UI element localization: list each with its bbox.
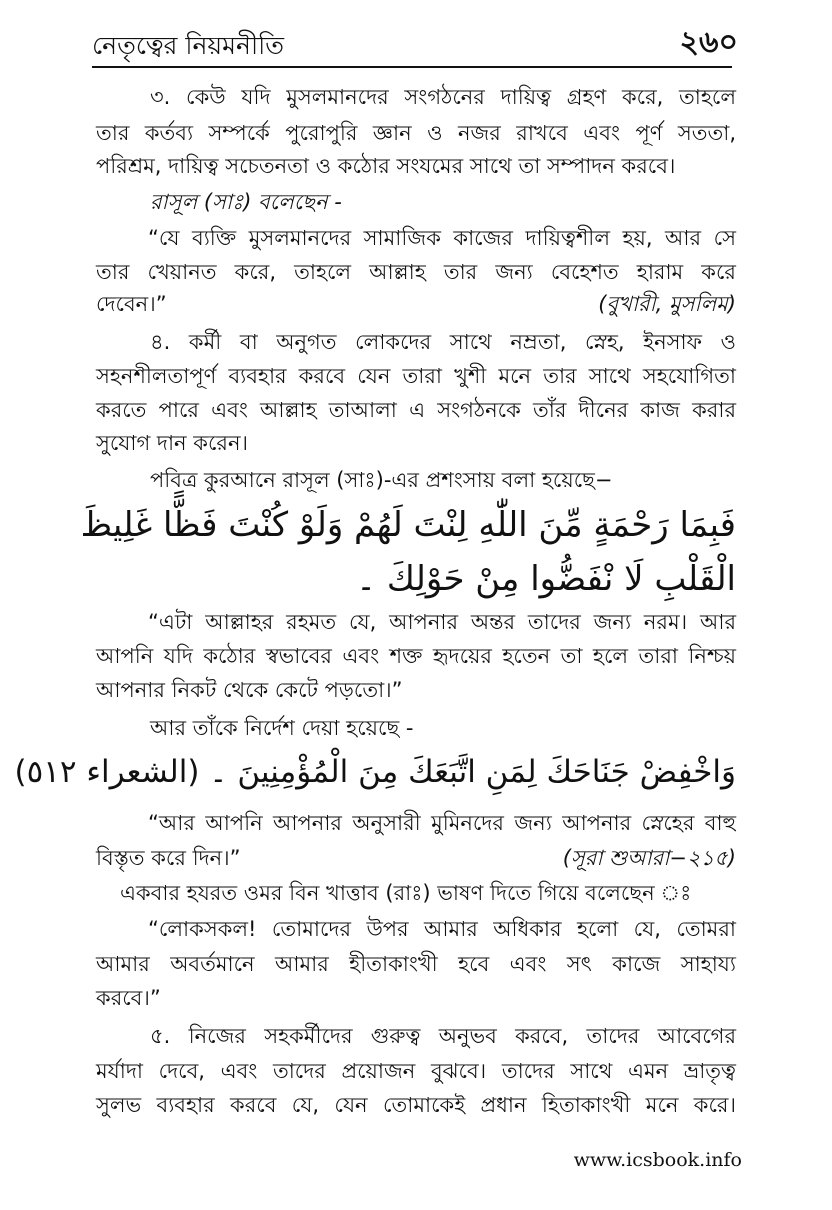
translation2-line-2 <box>96 843 736 873</box>
p4-line-2: সহনশীলতাপূর্ণ ব্যবহার করবে যেন তারা খুশী মনে তার সাথে সহযোগিতা <box>96 364 736 388</box>
umar-intro: একবার হযরত ওমর বিন খাত্তাব (রাঃ) ভাষণ দিতে গিয়ে বলেছেন ঃ <box>120 881 692 905</box>
quran-intro: পবিত্র কুরআনে রাসূল (সাঃ)-এর প্রশংসায় বলা হয়েছে− <box>150 468 613 492</box>
translation1-line-3: আপনার নিকট থেকে কেটে পড়তো।” <box>96 678 403 702</box>
translation1-line-2: আপনি যদি কঠোর স্বভাবের এবং শক্ত হৃদয়ের হতেন তা হলে তারা নিশ্চয় <box>96 644 736 668</box>
hadith-intro: রাসূল (সাঃ) বলেছেন - <box>150 190 342 214</box>
p4-line-4: সুযোগ দান করেন। <box>96 431 248 455</box>
hadith-end: দেবেন।” <box>96 292 167 316</box>
p4-line-3: করতে পারে এবং আল্লাহ তাআলা এ সংগঠনকে তাঁর দীনের কাজ করার <box>96 398 736 422</box>
header-rule <box>92 66 732 68</box>
p3-line-3: পরিশ্রম, দায়িত্ব সচেতনতা ও কঠোর সংযমের সাথে তা সম্পাদন করবে। <box>96 154 676 178</box>
translation1-line-1: “এটা আল্লাহর রহমত যে, আপনার অন্তর তাদের জন্য নরম। আর <box>148 610 736 634</box>
translation2-citation: (সূরা শুআরা−২১৫) <box>562 846 736 870</box>
umar-quote-line-1: “লোকসকল! তোমাদের উপর আমার অধিকার হলো যে, তোমরা <box>148 917 736 941</box>
umar-quote-line-2: আমার অবর্তমানে আমার হীতাকাংখী হবে এবং সৎ কাজে সাহায্য <box>96 952 736 976</box>
translation2-line-1: “আর আপনি আপনার অনুসারী মুমিনদের জন্য আপনার স্নেহের বাহু <box>148 811 736 835</box>
hadith-line-3 <box>96 289 736 319</box>
running-header <box>92 24 738 64</box>
quran-verse-line-2: الْقَلْبِ لَا نْفَضُّوا مِنْ حَوْلِكَ ۔ <box>356 559 736 599</box>
quran-verse-2: وَاخْفِضْ جَنَاحَكَ لِمَنِ اتَّبَعَكَ مِنَ الْمُؤْمِنِينَ ۔ (الشعراء ٥١٢) <box>14 754 736 790</box>
quran-verse-line-1: فَبِمَا رَحْمَةٍ مِّنَ اللّٰهِ لِنْتَ لَهُمْ وَلَوْ كُنْتَ فَظًّا غَلِيظَ <box>80 505 736 545</box>
p4-line-1: ৪. কর্মী বা অনুগত লোকদের সাথে নম্রতা, স্নেহ, ইনসাফ ও <box>150 330 736 354</box>
page-number: ২৬০ <box>679 25 738 60</box>
p5-line-2: মর্যাদা দেবে, এবং তাদের প্রয়োজন বুঝবে। তাদের সাথে এমন ভ্রাতৃত্ব <box>96 1059 736 1083</box>
hadith-line-1: “যে ব্যক্তি মুসলমানদের সামাজিক কাজের দায়িত্বশীল হয়, আর সে <box>148 226 736 250</box>
p5-line-1: ৫. নিজের সহকর্মীদের গুরুত্ব অনুভব করবে, তাদের আবেগের <box>150 1024 736 1048</box>
directive-intro: আর তাঁকে নির্দেশ দেয়া হয়েছে - <box>150 716 414 740</box>
translation2-end: বিস্তৃত করে দিন।” <box>96 846 241 870</box>
umar-quote-line-3: করবে।” <box>96 986 161 1010</box>
watermark-url: www.icsbook.info <box>573 1149 742 1171</box>
p3-line-1: ৩. কেউ যদি মুসলমানদের সংগঠনের দায়িত্ব গ্রহণ করে, তাহলে <box>150 85 736 109</box>
chapter-title: নেতৃত্বের নিয়মনীতি <box>92 31 285 60</box>
hadith-line-2: তার খেয়ানত করে, তাহলে আল্লাহ তার জন্য বেহেশত হারাম করে <box>96 260 736 284</box>
hadith-citation: (বুখারী, মুসলিম) <box>598 292 736 316</box>
p5-line-3: সুলভ ব্যবহার করবে যে, যেন তোমাকেই প্রধান হিতাকাংখী মনে করে। <box>96 1093 736 1117</box>
p3-line-2: তার কর্তব্য সম্পর্কে পুরোপুরি জ্ঞান ও নজর রাখবে এবং পূর্ণ সততা, <box>96 121 736 145</box>
